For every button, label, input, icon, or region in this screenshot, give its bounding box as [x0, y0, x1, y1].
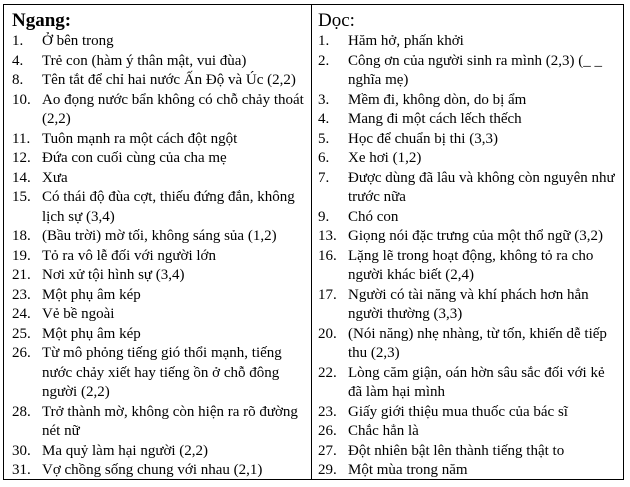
clue-number: 23. [12, 286, 31, 303]
clue-number: 9. [318, 208, 330, 225]
clue-text: (Nói năng) nhẹ nhàng, từ tốn, khiến dễ tiếp thu (2,3) [348, 325, 607, 361]
clue-number: 29. [318, 462, 337, 478]
clue-text: Giọng nói đặc trưng của một thổ ngữ (3,2) [348, 228, 603, 244]
down-clue [318, 325, 617, 364]
across-clue [12, 52, 305, 72]
across-clue [12, 305, 305, 325]
clue-text: Hăm hở, phấn khởi [348, 33, 464, 49]
clue-text: Vẻ bề ngoài [42, 306, 115, 322]
across-clue [12, 130, 305, 150]
clue-text: Chó con [348, 208, 399, 225]
clue-text: (Bầu trời) mờ tối, không sáng sủa (1,2) [42, 228, 277, 244]
down-heading: Dọc: [318, 10, 355, 31]
clue-number: 4. [318, 111, 330, 127]
clue-text: Đứa con cuối cùng của cha mẹ [42, 150, 227, 166]
clue-number: 22. [318, 364, 337, 381]
clue-text: Tuôn mạnh ra một cách đột ngột [42, 130, 238, 147]
clue-text: Mềm đi, không dòn, do bị ẩm [348, 91, 527, 108]
clue-number: 26. [12, 345, 31, 361]
clue-number: 23. [318, 403, 337, 420]
down-clue [318, 403, 617, 423]
clue-text: Tỏ ra vô lễ đối với người lớn [42, 247, 216, 264]
clue-text: Học để chuẩn bị thi (3,3) [348, 130, 498, 147]
clue-number: 13. [318, 228, 337, 244]
clue-number: 15. [12, 189, 31, 205]
down-clue [318, 364, 617, 403]
clue-number: 3. [318, 91, 330, 108]
clue-number: 12. [12, 150, 31, 166]
clue-text: Một phụ âm kép [42, 286, 141, 303]
down-clue [318, 110, 617, 130]
clue-text: Một mùa trong năm [348, 462, 468, 478]
down-clue [318, 422, 617, 442]
clue-number: 31. [12, 462, 31, 478]
clue-number: 7. [318, 169, 330, 186]
clue-text: Xe hơi (1,2) [348, 150, 422, 166]
across-clue [12, 188, 305, 227]
across-clue [12, 169, 305, 189]
clue-text: Người có tài năng và khí phách hơn hẳn người thường (3,3) [348, 286, 589, 322]
across-clue [12, 286, 305, 306]
clue-text: Ở bên trong [42, 33, 114, 49]
clue-text: Xưa [42, 169, 68, 186]
clue-text: Tên tắt để chỉ hai nước Ấn Độ và Úc (2,2) [42, 72, 296, 88]
across-clue [12, 442, 305, 462]
clue-number: 27. [318, 442, 337, 459]
clue-number: 1. [12, 33, 24, 49]
clue-text: Có thái độ đùa cợt, thiếu đứng đắn, không lịch sự (3,4) [42, 189, 295, 225]
across-clue [12, 325, 305, 345]
across-column [4, 5, 312, 479]
clue-number: 8. [12, 72, 24, 88]
clue-number: 6. [318, 150, 330, 166]
clue-number: 26. [318, 423, 337, 439]
across-clue [12, 403, 305, 442]
clue-text: Một phụ âm kép [42, 325, 141, 342]
down-clue [318, 169, 617, 208]
clues-table [3, 4, 624, 480]
across-clue-list [12, 32, 305, 481]
across-clue [12, 461, 305, 481]
clue-text: Trở thành mờ, không còn hiện ra rõ đường nét nữ [42, 403, 298, 439]
clue-text: Ma quỷ làm hại người (2,2) [42, 442, 209, 459]
clue-text: Lòng căm giận, oán hờn sâu sắc đối với kẻ đã làm hại mình [348, 364, 605, 400]
down-clue [318, 208, 617, 228]
across-clue [12, 32, 305, 52]
down-clue [318, 130, 617, 150]
clue-text: Giấy giới thiệu mua thuốc của bác sĩ [348, 403, 568, 420]
down-clue [318, 286, 617, 325]
down-column [312, 5, 623, 479]
across-clue [12, 227, 305, 247]
down-clue-list [318, 32, 617, 481]
clue-number: 10. [12, 91, 31, 108]
clue-text: Được dùng đã lâu và không còn nguyên như trước nữa [348, 169, 615, 205]
clue-number: 28. [12, 403, 31, 420]
clue-number: 24. [12, 306, 31, 322]
clue-text: Lặng lẽ trong hoạt động, không tỏ ra cho người khác biết (2,4) [348, 247, 594, 283]
clue-text: Từ mô phỏng tiếng gió thổi mạnh, tiếng nước chảy xiết hay tiếng ồn ở chỗ đông người (2,2) [42, 345, 282, 400]
clue-text: Mang đi một cách lếch thếch [348, 111, 522, 127]
clue-number: 18. [12, 228, 31, 244]
across-clue [12, 344, 305, 403]
across-clue [12, 247, 305, 267]
clue-number: 21. [12, 267, 31, 283]
down-clue [318, 227, 617, 247]
clue-text: Đột nhiên bật lên thành tiếng thật to [348, 442, 565, 459]
down-clue [318, 247, 617, 286]
across-clue [12, 149, 305, 169]
clue-number: 16. [318, 247, 337, 264]
clue-number: 17. [318, 286, 337, 303]
down-clue [318, 461, 617, 481]
clue-number: 19. [12, 247, 31, 264]
clue-number: 25. [12, 325, 31, 342]
clue-text: Ao đọng nước bẩn không có chỗ chảy thoát (2,2) [42, 91, 304, 127]
clue-text: Trẻ con (hàm ý thân mật, vui đùa) [42, 52, 247, 69]
clue-number: 14. [12, 169, 31, 186]
clue-number: 2. [318, 52, 330, 69]
clue-text: Chắc hẳn là [348, 423, 419, 439]
clue-text: Vợ chồng sống chung với nhau (2,1) [42, 462, 263, 478]
across-clue [12, 91, 305, 130]
clue-number: 5. [318, 130, 330, 147]
clue-number: 20. [318, 325, 337, 342]
down-clue [318, 149, 617, 169]
down-clue [318, 442, 617, 462]
clue-number: 30. [12, 442, 31, 459]
down-clue [318, 32, 617, 52]
clue-text: Công ơn của người sinh ra mình (2,3) (_ _ nghĩa mẹ) [348, 52, 602, 88]
across-heading: Ngang: [12, 10, 72, 31]
down-clue [318, 91, 617, 111]
across-clue [12, 266, 305, 286]
across-clue [12, 71, 305, 91]
clue-number: 11. [12, 130, 31, 147]
down-clue [318, 52, 617, 91]
clue-number: 1. [318, 33, 330, 49]
clue-text: Nơi xử tội hình sự (3,4) [42, 267, 185, 283]
clue-number: 4. [12, 52, 24, 69]
